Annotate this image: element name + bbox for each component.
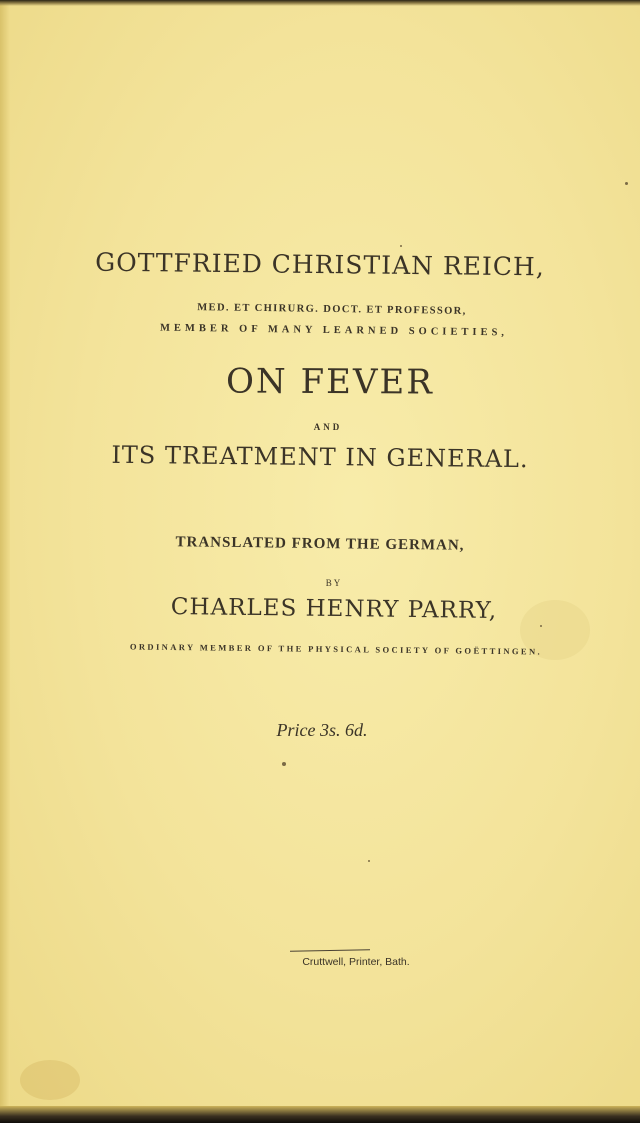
price: Price 3s. 6d. [276, 720, 368, 740]
paper-stain [20, 1060, 80, 1100]
translator-name: CHARLES HENRY PARRY, [170, 594, 498, 624]
ink-speck [625, 182, 628, 185]
translation-note: TRANSLATED FROM THE GERMAN, [175, 534, 465, 554]
author-credentials-line1: MED. ET CHIRURG. DOCT. ET PROFESSOR, [197, 302, 467, 317]
page-left-edge [0, 0, 10, 1123]
ink-speck [282, 762, 286, 766]
page-bottom-edge [0, 1106, 640, 1123]
main-title: ON FEVER [225, 361, 435, 403]
by-word: BY [325, 578, 343, 588]
printer-rule [290, 949, 370, 951]
printer-imprint: Cruttwell, Printer, Bath. [302, 956, 410, 968]
ink-speck [368, 860, 370, 862]
author-name: GOTTFRIED CHRISTIAN REICH, [95, 247, 545, 282]
ink-speck [400, 245, 402, 247]
author-credentials-line2: MEMBER OF MANY LEARNED SOCIETIES, [159, 322, 509, 339]
conjunction: AND [313, 422, 343, 432]
ink-speck [540, 625, 542, 627]
subtitle: ITS TREATMENT IN GENERAL. [111, 440, 529, 474]
page-top-edge [0, 0, 640, 6]
translator-credentials: ORDINARY MEMBER OF THE PHYSICAL SOCIETY OF GOËTTINGEN. [129, 641, 543, 657]
